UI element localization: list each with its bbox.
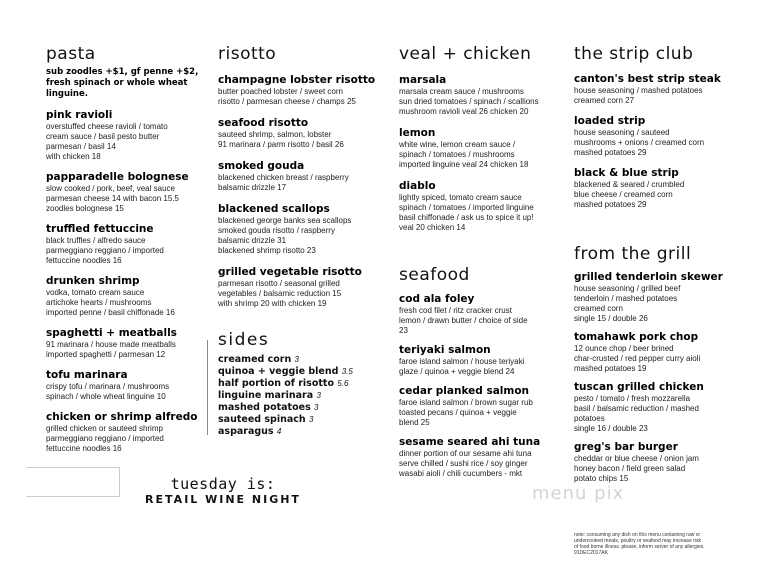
menu-item-description: smoked gouda risotto / raspberry xyxy=(218,226,335,235)
side-item-price: 5.6 xyxy=(337,379,349,388)
pasta-column xyxy=(46,44,216,454)
menu-item-name: chicken or shrimp alfredo xyxy=(46,411,198,423)
seafood-column xyxy=(399,265,569,479)
menu-item-name: canton's best strip steak xyxy=(574,73,721,85)
menu-item-name: lemon xyxy=(399,127,436,139)
disclaimer-lines xyxy=(574,532,754,556)
menu-item-description: 23 xyxy=(399,326,408,335)
seafood-title: seafood xyxy=(399,265,470,285)
menu-item-description: basil chiffonade / ask us to spice it up! xyxy=(399,213,534,222)
veal-chicken-column xyxy=(399,44,569,233)
promo xyxy=(123,476,323,507)
menu-item-name: grilled vegetable risotto xyxy=(218,266,362,278)
menu-item-description: wasabi aioli / chili cucumbers - mkt xyxy=(399,469,523,478)
menu-item-description: butter poached lobster / sweet corn xyxy=(218,87,343,96)
menu-item-name: greg's bar burger xyxy=(574,441,678,453)
menu-item-description: with chicken 18 xyxy=(46,152,101,161)
promo-box xyxy=(26,467,120,497)
disclaimer-line: note: consuming any dish on this menu containing raw or xyxy=(574,532,701,538)
menu-item-name: champagne lobster risotto xyxy=(218,74,376,86)
menu-item-description: basil / balsamic reduction / mashed xyxy=(574,404,699,413)
menu-item xyxy=(218,74,388,107)
menu-item-description: balsamic drizzle 17 xyxy=(218,183,287,192)
menu-item-description: balsamic drizzle 31 xyxy=(218,236,287,245)
veal-chicken-items xyxy=(399,74,569,233)
menu-item-name: marsala xyxy=(399,74,447,86)
menu-item-description: fettuccine noodles 16 xyxy=(46,444,122,453)
menu-item-description: creamed corn xyxy=(574,304,623,313)
side-item-price: 3.5 xyxy=(341,367,353,376)
menu-item-description: blue cheese / creamed corn xyxy=(574,190,673,199)
grill-column xyxy=(574,244,754,484)
menu-item-description: mushrooms + onions / creamed corn xyxy=(574,138,705,147)
menu-item-description: fresh cod filet / ritz cracker crust xyxy=(399,306,512,315)
menu-item-description: fettuccine noodles 16 xyxy=(46,256,122,265)
menu-item-name: smoked gouda xyxy=(218,160,305,172)
menu-item-description: slow cooked / pork, beef, veal sauce xyxy=(46,184,175,193)
pasta-note: sub zoodles +$1, gf penne +$2, fresh spinach or whole wheat linguine. xyxy=(46,67,199,99)
disclaimer-line: of food borne illness. please, inform server of any allergies. xyxy=(574,544,705,550)
menu-item-description: lightly spiced, tomato cream sauce xyxy=(399,193,522,202)
menu-item-description: blend 25 xyxy=(399,418,430,427)
menu-item-name: diablo xyxy=(399,180,436,192)
menu-item xyxy=(574,331,754,374)
menu-item xyxy=(574,73,754,106)
menu-item xyxy=(46,411,216,454)
menu-item xyxy=(399,127,569,170)
sides-column xyxy=(218,330,388,438)
grill-title: from the grill xyxy=(574,244,692,264)
menu-item-description: creamed corn 27 xyxy=(574,96,635,105)
side-item xyxy=(218,366,388,378)
menu-item-description: parmeggiano reggiano / imported xyxy=(46,434,164,443)
menu-item-description: house seasoning / sauteed xyxy=(574,128,670,137)
menu-item-name: drunken shrimp xyxy=(46,275,140,287)
menu-item xyxy=(218,203,388,256)
menu-item-name: tuscan grilled chicken xyxy=(574,381,704,393)
menu-item-description: 12 ounce chop / beer brined xyxy=(574,344,674,353)
menu-item-description: spinach / whole wheat linguine 10 xyxy=(46,392,166,401)
side-item-price: 3 xyxy=(314,403,319,412)
menu-item-description: parmeggiano reggiano / imported xyxy=(46,246,164,255)
menu-item-description: mashed potatoes 29 xyxy=(574,148,647,157)
menu-item-name: cedar planked salmon xyxy=(399,385,530,397)
strip-club-column xyxy=(574,44,754,210)
watermark: menu pix xyxy=(532,483,625,504)
menu-item-description: spinach / tomatoes / imported linguine xyxy=(399,203,534,212)
side-item-name: quinoa + veggie blend xyxy=(218,366,339,377)
menu-item-description: char-crusted / red pepper curry aioli xyxy=(574,354,701,363)
sides-divider xyxy=(207,340,208,435)
menu-item-description: white wine, lemon cream sauce / xyxy=(399,140,516,149)
menu-item-description: veal 20 chicken 14 xyxy=(399,223,466,232)
menu-item xyxy=(46,223,216,266)
menu-item-description: mashed potatoes 19 xyxy=(574,364,647,373)
menu-item-description: 91 marinara / parm risotto / basil 26 xyxy=(218,140,344,149)
menu-item-description: sun dried tomatoes / spinach / scallions xyxy=(399,97,539,106)
menu-item-description: single 16 / double 23 xyxy=(574,424,648,433)
menu-item-description: 91 marinara / house made meatballs xyxy=(46,340,176,349)
side-item-name: asparagus xyxy=(218,426,274,437)
menu-item-description: imported spaghetti / parmesan 12 xyxy=(46,350,166,359)
menu-item-name: spaghetti + meatballs xyxy=(46,327,177,339)
side-item-name: linguine marinara xyxy=(218,390,314,401)
menu-item-description: single 15 / double 26 xyxy=(574,314,648,323)
menu-item xyxy=(574,271,754,324)
side-item xyxy=(218,414,388,426)
menu-item-name: pink ravioli xyxy=(46,109,113,121)
menu-item xyxy=(399,180,569,233)
side-item-price: 3 xyxy=(294,355,299,364)
menu-item-description: lemon / drawn butter / choice of side xyxy=(399,316,528,325)
menu-item-description: blackened chicken breast / raspberry xyxy=(218,173,349,182)
side-item xyxy=(218,402,388,414)
menu-item-description: marsala cream sauce / mushrooms xyxy=(399,87,524,96)
menu-item-description: cream sauce / basil pesto butter xyxy=(46,132,160,141)
menu-item-description: crispy tofu / marinara / mushrooms xyxy=(46,382,170,391)
menu-item-description: parmesan cheese 14 with bacon 15.5 xyxy=(46,194,179,203)
side-item-price: 4 xyxy=(276,427,282,436)
menu-item-description: potato chips 15 xyxy=(574,474,629,483)
menu-item-description: parmesan / basil 14 xyxy=(46,142,116,151)
menu-item-description: grilled chicken or sauteed shrimp xyxy=(46,424,163,433)
menu-item-description: spinach / tomatoes / mushrooms xyxy=(399,150,515,159)
menu-item-name: sesame seared ahi tuna xyxy=(399,436,541,448)
side-item-price: 3 xyxy=(316,391,321,400)
menu-item xyxy=(399,293,569,336)
disclaimer-line: undercooked meats, poultry or seafood may increase risk xyxy=(574,538,702,544)
menu-item-description: overstuffed cheese ravioli / tomato xyxy=(46,122,168,131)
side-item xyxy=(218,426,388,438)
menu-item-description: toasted pecans / quinoa + veggie xyxy=(399,408,517,417)
menu-item-description: imported penne / basil chiffonade 16 xyxy=(46,308,175,317)
menu-item-description: glaze / quinoa + veggie blend 24 xyxy=(399,367,515,376)
menu-item-description: house seasoning / mashed potatoes xyxy=(574,86,703,95)
sides-items xyxy=(218,354,388,438)
menu-item-name: tomahawk pork chop xyxy=(574,331,699,343)
side-item-name: half portion of risotto xyxy=(218,378,334,389)
veal-chicken-title: veal + chicken xyxy=(399,44,532,64)
menu-item-description: risotto / parmesan cheese / champs 25 xyxy=(218,97,356,106)
risotto-title: risotto xyxy=(218,44,277,64)
menu-item-description: dinner portion of our sesame ahi tuna xyxy=(399,449,532,458)
promo-line1: tuesday is: xyxy=(170,475,276,493)
risotto-column xyxy=(218,44,388,309)
menu-item xyxy=(574,167,754,210)
menu-item-description: mushroom ravioli veal 26 chicken 20 xyxy=(399,107,529,116)
menu-item-description: parmesan risotto / seasonal grilled xyxy=(218,279,340,288)
menu-item xyxy=(218,266,388,309)
menu-item-description: blackened george banks sea scallops xyxy=(218,216,352,225)
menu-item-description: faroe island salmon / house teriyaki xyxy=(399,357,525,366)
menu-item-description: imported linguine veal 24 chicken 18 xyxy=(399,160,529,169)
menu-item-description: artichoke hearts / mushrooms xyxy=(46,298,152,307)
menu-item-name: grilled tenderloin skewer xyxy=(574,271,723,283)
menu-item-description: vegetables / balsamic reduction 15 xyxy=(218,289,342,298)
menu-item-description: blackened & seared / crumbled xyxy=(574,180,685,189)
side-item-name: sauteed spinach xyxy=(218,414,306,425)
menu-item-name: blackened scallops xyxy=(218,203,330,215)
menu-item xyxy=(46,275,216,318)
menu-item-description: faroe island salmon / brown sugar rub xyxy=(399,398,533,407)
menu-item-description: potatoes xyxy=(574,414,605,423)
risotto-items xyxy=(218,74,388,309)
menu-item-description: honey bacon / field green salad xyxy=(574,464,686,473)
menu-item-description: house seasoning / grilled beef xyxy=(574,284,681,293)
grill-items xyxy=(574,271,754,484)
strip-club-items xyxy=(574,73,754,210)
menu-item xyxy=(574,441,754,484)
menu-item xyxy=(218,160,388,193)
side-item-price: 3 xyxy=(308,415,314,424)
menu-item-name: cod ala foley xyxy=(399,293,475,305)
menu-item xyxy=(399,74,569,117)
menu-item xyxy=(399,344,569,377)
side-item xyxy=(218,354,388,366)
menu-item-name: truffled fettuccine xyxy=(46,223,154,235)
menu-item xyxy=(399,385,569,428)
menu-item-name: teriyaki salmon xyxy=(399,344,491,356)
menu-item xyxy=(218,117,388,150)
menu-item-description: sauteed shrimp, salmon, lobster xyxy=(218,130,332,139)
promo-line2: RETAIL WINE NIGHT xyxy=(145,493,301,506)
pasta-items xyxy=(46,109,216,454)
menu-item-name: seafood risotto xyxy=(218,117,309,129)
menu-item-name: loaded strip xyxy=(574,115,646,127)
disclaimer-line: 91DEC2017AK xyxy=(574,550,608,556)
menu-item xyxy=(574,115,754,158)
menu-item xyxy=(46,171,216,214)
side-item xyxy=(218,390,388,402)
menu-item-description: cheddar or blue cheese / onion jam xyxy=(574,454,699,463)
disclaimer xyxy=(574,532,754,556)
menu-item-name: tofu marinara xyxy=(46,369,128,381)
menu-item xyxy=(46,109,216,162)
menu-item-description: black truffles / alfredo sauce xyxy=(46,236,146,245)
menu-item-description: tenderloin / mashed potatoes xyxy=(574,294,678,303)
pasta-title: pasta xyxy=(46,44,96,64)
menu-item xyxy=(574,381,754,434)
menu-item-description: mashed potatoes 29 xyxy=(574,200,647,209)
side-item xyxy=(218,378,388,390)
sides-title: sides xyxy=(218,330,270,350)
menu-item-description: with shrimp 20 with chicken 19 xyxy=(218,299,327,308)
menu-item-description: serve chilled / sushi rice / soy ginger xyxy=(399,459,528,468)
strip-club-title: the strip club xyxy=(574,44,694,64)
menu-item-description: pesto / tomato / fresh mozzarella xyxy=(574,394,691,403)
menu-item-name: papparadelle bolognese xyxy=(46,171,189,183)
menu-item xyxy=(399,436,569,479)
menu-item xyxy=(46,327,216,360)
menu-item-name: black & blue strip xyxy=(574,167,679,179)
seafood-items xyxy=(399,293,569,479)
side-item-name: creamed corn xyxy=(218,354,292,365)
menu-item-description: vodka, tomato cream sauce xyxy=(46,288,145,297)
menu-item-description: blackened shrimp risotto 23 xyxy=(218,246,316,255)
side-item-name: mashed potatoes xyxy=(218,402,311,413)
menu-item xyxy=(46,369,216,402)
menu-item-description: zoodles bolognese 15 xyxy=(46,204,124,213)
